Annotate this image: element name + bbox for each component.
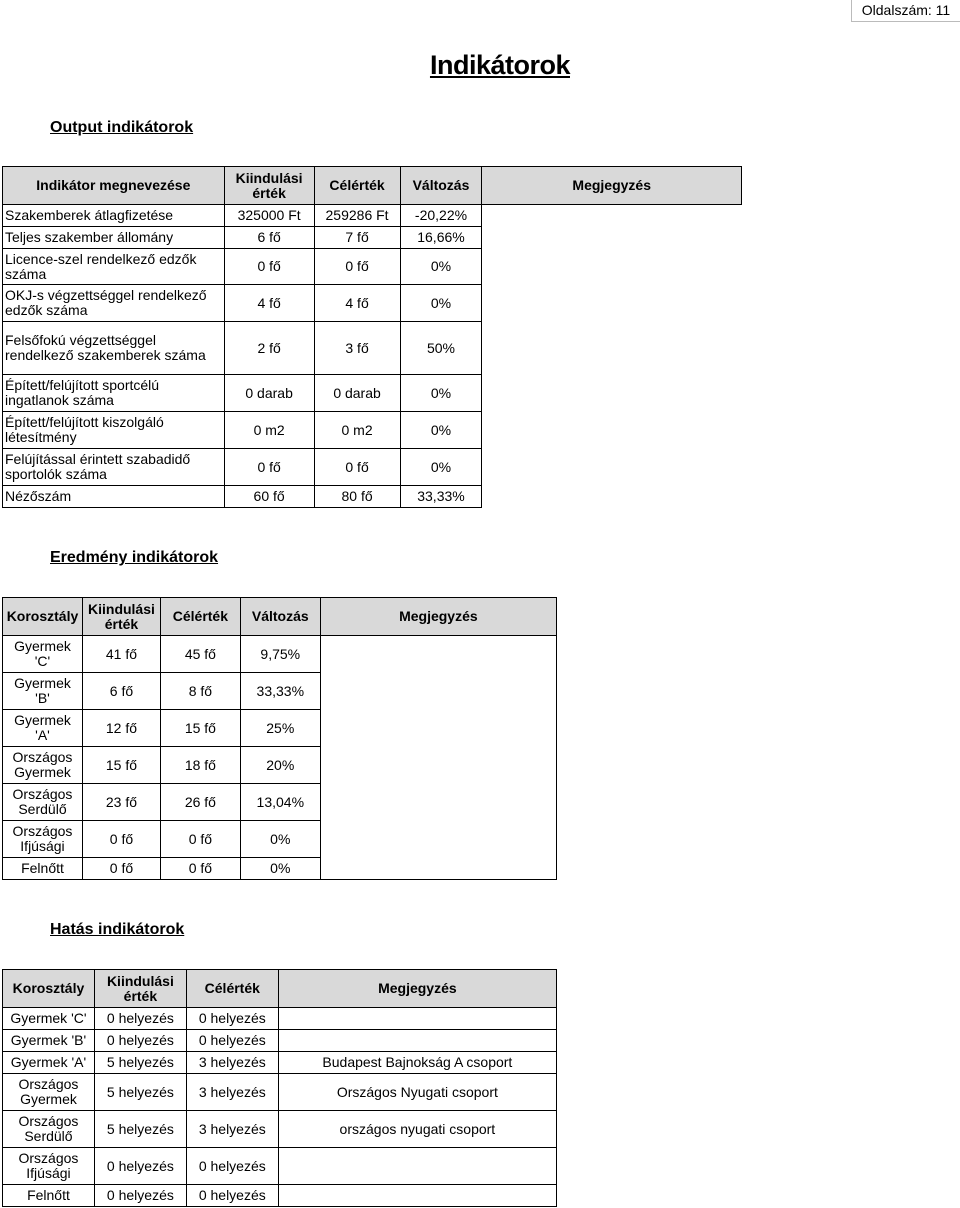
- table-cell: 0 darab: [224, 375, 314, 412]
- table-cell: Gyermek 'C': [3, 636, 83, 673]
- table-cell: 45 fő: [160, 636, 240, 673]
- table-cell: 0%: [240, 858, 320, 880]
- table-cell: 0 helyezés: [186, 1148, 278, 1185]
- table-row: [3, 1148, 557, 1185]
- table-cell: Országos Gyermek: [3, 1074, 95, 1111]
- table-cell: [278, 1148, 556, 1185]
- table-row: [3, 1185, 557, 1207]
- table-cell: Felnőtt: [3, 1185, 95, 1207]
- table-cell: 4 fő: [314, 285, 400, 322]
- table-cell: Gyermek 'B': [3, 673, 83, 710]
- table-cell: 0%: [400, 249, 482, 285]
- header-cell: Megjegyzés: [278, 970, 556, 1008]
- header-cell: Célérték: [186, 970, 278, 1008]
- table-row: [3, 1074, 557, 1111]
- table-cell: 0%: [400, 412, 482, 449]
- table-cell: [278, 1030, 556, 1052]
- table-cell: 0 fő: [314, 249, 400, 285]
- table-cell: Épített/felújított sportcélú ingatlanok száma: [3, 375, 225, 412]
- table-cell: Országos Nyugati csoport: [278, 1074, 556, 1111]
- table-cell: 325000 Ft: [224, 205, 314, 227]
- table-cell: 41 fő: [82, 636, 160, 673]
- table-cell: Teljes szakember állomány: [3, 227, 225, 249]
- table-cell: 259286 Ft: [314, 205, 400, 227]
- table-cell: Országos Serdülő: [3, 1111, 95, 1148]
- table-cell: 0 fő: [224, 249, 314, 285]
- table-cell: 0 fő: [160, 821, 240, 858]
- table-cell-empty: [482, 205, 742, 508]
- table-cell: Felújítással érintett szabadidő sportolók száma: [3, 449, 225, 486]
- table-cell: 0 helyezés: [94, 1030, 186, 1052]
- table-cell: 7 fő: [314, 227, 400, 249]
- table-cell: 6 fő: [224, 227, 314, 249]
- table-cell: 3 helyezés: [186, 1074, 278, 1111]
- table-cell: 0 helyezés: [186, 1030, 278, 1052]
- table-cell: 20%: [240, 747, 320, 784]
- table-cell: 15 fő: [160, 710, 240, 747]
- table-cell: 16,66%: [400, 227, 482, 249]
- table-cell: OKJ-s végzettséggel rendelkező edzők száma: [3, 285, 225, 322]
- table-cell: 0 helyezés: [94, 1185, 186, 1207]
- header-cell: Indikátor megnevezése: [3, 167, 225, 205]
- table-cell: Nézőszám: [3, 486, 225, 508]
- output-section-title: Output indikátorok: [50, 119, 194, 136]
- table-cell: [278, 1185, 556, 1207]
- table-cell: Felsőfokú végzettséggel rendelkező szakemberek száma: [3, 322, 225, 375]
- table-cell: 0 fő: [82, 858, 160, 880]
- table-cell: 0 fő: [224, 449, 314, 486]
- table-cell: -20,22%: [400, 205, 482, 227]
- header-cell: Kiindulási érték: [94, 970, 186, 1008]
- eredmeny-section-title: Eredmény indikátorok: [50, 549, 219, 566]
- table-cell: Felnőtt: [3, 858, 83, 880]
- output-table: [2, 166, 742, 508]
- table-cell: [278, 1008, 556, 1030]
- table-cell: 0 m2: [224, 412, 314, 449]
- table-cell: Gyermek 'A': [3, 710, 83, 747]
- table-row: [3, 1052, 557, 1074]
- table-cell: Gyermek 'B': [3, 1030, 95, 1052]
- table-cell: 0 darab: [314, 375, 400, 412]
- table-cell: 12 fő: [82, 710, 160, 747]
- table-cell: 0 helyezés: [94, 1148, 186, 1185]
- table-cell: Gyermek 'C': [3, 1008, 95, 1030]
- header-cell: Célérték: [160, 598, 240, 636]
- table-cell: 3 helyezés: [186, 1111, 278, 1148]
- table-cell: 0 m2: [314, 412, 400, 449]
- table-cell: 0%: [400, 449, 482, 486]
- header-cell: Kiindulási érték: [82, 598, 160, 636]
- eredmeny-table: [2, 597, 557, 880]
- table-cell: Országos Gyermek: [3, 747, 83, 784]
- table-cell: 50%: [400, 322, 482, 375]
- table-cell: 5 helyezés: [94, 1074, 186, 1111]
- header-cell: Kiindulási érték: [224, 167, 314, 205]
- table-cell: 8 fő: [160, 673, 240, 710]
- table-cell: Gyermek 'A': [3, 1052, 95, 1074]
- table-cell: 80 fő: [314, 486, 400, 508]
- table-row: [3, 205, 742, 227]
- table-cell: 0%: [400, 375, 482, 412]
- table-cell: 60 fő: [224, 486, 314, 508]
- table-cell: 0 helyezés: [94, 1008, 186, 1030]
- table-row: [3, 1111, 557, 1148]
- table-cell: Országos Ifjúsági: [3, 1148, 95, 1185]
- table-cell: 0 fő: [160, 858, 240, 880]
- table-cell: 13,04%: [240, 784, 320, 821]
- header-cell: Változás: [240, 598, 320, 636]
- table-cell: 25%: [240, 710, 320, 747]
- table-cell: 0 fő: [82, 821, 160, 858]
- table-cell: 23 fő: [82, 784, 160, 821]
- table-cell: 0%: [240, 821, 320, 858]
- table-cell: 6 fő: [82, 673, 160, 710]
- table-cell: Országos Ifjúsági: [3, 821, 83, 858]
- table-cell: Országos Serdülő: [3, 784, 83, 821]
- table-cell: 4 fő: [224, 285, 314, 322]
- table-row: [3, 636, 557, 673]
- table-cell: 0 fő: [314, 449, 400, 486]
- table-cell: országos nyugati csoport: [278, 1111, 556, 1148]
- hatas-table: [2, 969, 557, 1207]
- hatas-section-title: Hatás indikátorok: [50, 921, 185, 938]
- table-cell: 3 fő: [314, 322, 400, 375]
- header-cell: Megjegyzés: [320, 598, 556, 636]
- table-cell: 18 fő: [160, 747, 240, 784]
- table-cell: 2 fő: [224, 322, 314, 375]
- table-cell: Licence-szel rendelkező edzők száma: [3, 249, 225, 285]
- table-cell: 0 helyezés: [186, 1185, 278, 1207]
- table-cell: 0%: [400, 285, 482, 322]
- table-cell: 5 helyezés: [94, 1111, 186, 1148]
- table-cell: 15 fő: [82, 747, 160, 784]
- table-cell: Budapest Bajnokság A csoport: [278, 1052, 556, 1074]
- table-cell: Szakemberek átlagfizetése: [3, 205, 225, 227]
- table-cell-empty: [320, 636, 556, 880]
- header-cell: Megjegyzés: [482, 167, 742, 205]
- table-cell: 26 fő: [160, 784, 240, 821]
- page-number: Oldalszám: 11: [851, 0, 960, 22]
- header-cell: Korosztály: [3, 970, 95, 1008]
- table-row: [3, 1030, 557, 1052]
- header-cell: Változás: [400, 167, 482, 205]
- table-cell: 3 helyezés: [186, 1052, 278, 1074]
- table-cell: 9,75%: [240, 636, 320, 673]
- table-cell: 33,33%: [240, 673, 320, 710]
- table-row: [3, 1008, 557, 1030]
- table-cell: 33,33%: [400, 486, 482, 508]
- table-cell: 5 helyezés: [94, 1052, 186, 1074]
- header-cell: Célérték: [314, 167, 400, 205]
- header-cell: Korosztály: [3, 598, 83, 636]
- page-title: Indikátorok: [429, 50, 570, 80]
- table-cell: 0 helyezés: [186, 1008, 278, 1030]
- table-cell: Épített/felújított kiszolgáló létesítmény: [3, 412, 225, 449]
